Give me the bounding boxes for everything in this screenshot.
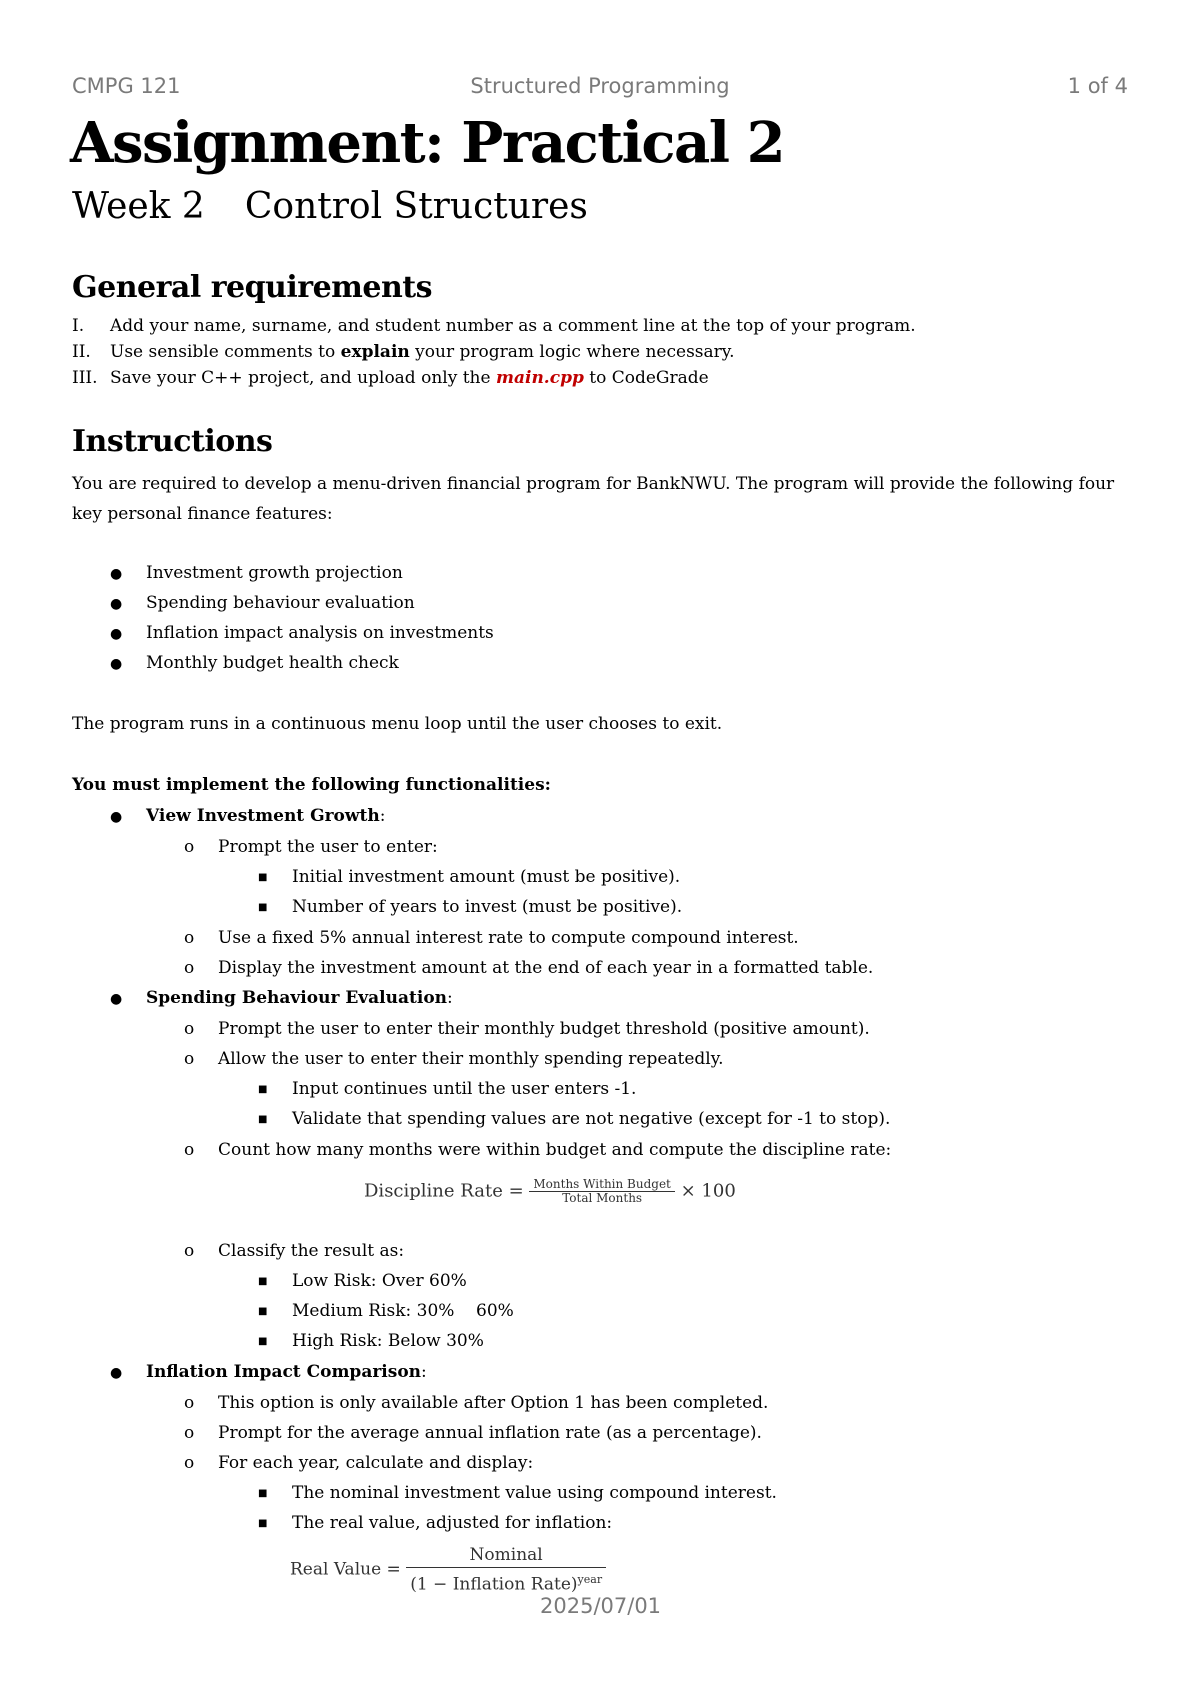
requirement-item-1 <box>72 313 1172 339</box>
item-text: Count how many months were within budget and compute the discipline rate: <box>218 1140 892 1160</box>
item-text: Validate that spending values are not negative (except for -1 to stop). <box>292 1109 891 1129</box>
circle-icon: o <box>184 1453 195 1473</box>
square-icon: ■ <box>258 1488 268 1499</box>
formula-rhs: × 100 <box>680 1180 736 1202</box>
risk-class-item <box>258 1298 514 1325</box>
spending-sub-item <box>258 1076 636 1103</box>
requirement-number: I. <box>72 316 85 336</box>
feature-text: Monthly budget health check <box>146 653 399 673</box>
inflation-each-year <box>184 1450 533 1476</box>
formula-fraction <box>529 1178 675 1205</box>
inflation-sub-item <box>258 1480 777 1507</box>
functionality-label: Inflation Impact Comparison <box>146 1362 422 1382</box>
square-icon: ■ <box>258 902 268 913</box>
functionality-label: View Investment Growth <box>146 806 380 826</box>
feature-item <box>110 620 494 647</box>
instructions-heading: Instructions <box>72 424 273 459</box>
requirement-text-post: your program logic where necessary. <box>409 342 735 362</box>
square-icon: ■ <box>258 1518 268 1529</box>
requirement-text-pre: Use sensible comments to <box>110 342 341 362</box>
must-implement-heading: You must implement the following functionalities: <box>72 775 551 795</box>
instructions-intro <box>72 469 1114 529</box>
discipline-rate-formula <box>364 1178 736 1205</box>
requirement-text: Add your name, surname, and student number as a comment line at the top of your program. <box>110 316 916 336</box>
item-text: Allow the user to enter their monthly spending repeatedly. <box>218 1049 724 1069</box>
instructions-intro-line-2: key personal finance features: <box>72 504 333 524</box>
page-title: Assignment: Practical 2 <box>70 110 785 176</box>
feature-item <box>110 650 399 677</box>
functionality-colon: : <box>421 1362 427 1382</box>
requirement-text-post: to CodeGrade <box>583 368 709 388</box>
formula-numerator: Nominal <box>406 1543 606 1568</box>
feature-item <box>110 560 403 587</box>
item-text: Initial investment amount (must be positive). <box>292 867 681 887</box>
bullet-icon: ● <box>110 1365 123 1381</box>
item-text: The nominal investment value using compound interest. <box>292 1483 777 1503</box>
investment-sub-item <box>258 894 682 921</box>
circle-icon: o <box>184 1393 195 1413</box>
formula-lhs: Discipline Rate = <box>364 1180 524 1202</box>
item-text: Medium Risk: 30% 60% <box>292 1301 514 1321</box>
subtitle-week: Week 2 <box>72 186 205 227</box>
formula-fraction <box>406 1543 606 1597</box>
footer-date: 2025/07/01 <box>540 1594 662 1618</box>
item-text: For each year, calculate and display: <box>218 1453 534 1473</box>
risk-class-item <box>258 1268 467 1295</box>
item-text: Prompt the user to enter their monthly budget threshold (positive amount). <box>218 1019 870 1039</box>
circle-icon: o <box>184 837 195 857</box>
square-icon: ■ <box>258 1114 268 1125</box>
inflation-availability <box>184 1390 768 1416</box>
functionality-colon: : <box>379 806 386 826</box>
subtitle-topic: Control Structures <box>244 186 588 227</box>
spending-sub-item <box>258 1106 890 1133</box>
formula-denominator: Total Months <box>562 1191 643 1205</box>
item-text: Classify the result as: <box>218 1241 405 1261</box>
item-text: Low Risk: Over 60% <box>292 1271 467 1291</box>
item-text: Input continues until the user enters -1. <box>292 1079 637 1099</box>
item-text: Number of years to invest (must be positive). <box>292 897 683 917</box>
page-subtitle <box>72 186 588 227</box>
functionality-colon: : <box>447 988 453 1008</box>
circle-icon: o <box>184 958 195 978</box>
functionality-inflation <box>110 1359 427 1386</box>
square-icon: ■ <box>258 1306 268 1317</box>
item-text: The real value, adjusted for inflation: <box>292 1513 613 1533</box>
circle-icon: o <box>184 1423 195 1443</box>
item-text: This option is only available after Option 1 has been completed. <box>218 1393 769 1413</box>
circle-icon: o <box>184 1241 195 1261</box>
header-page-indicator: 1 of 4 <box>1067 74 1128 98</box>
item-text: High Risk: Below 30% <box>292 1331 484 1351</box>
formula-lhs: Real Value = <box>290 1559 401 1580</box>
feature-text: Inflation impact analysis on investments <box>146 623 494 643</box>
requirement-item-2 <box>72 339 1172 365</box>
requirement-number: III. <box>72 368 98 388</box>
spending-repeat <box>184 1046 723 1072</box>
general-requirements-heading: General requirements <box>72 270 433 305</box>
bullet-icon: ● <box>110 656 123 672</box>
investment-sub-item <box>258 864 680 891</box>
bullet-icon: ● <box>110 626 123 642</box>
formula-denominator-wrap <box>406 1568 606 1597</box>
feature-text: Investment growth projection <box>146 563 403 583</box>
spending-threshold <box>184 1016 870 1042</box>
item-text: Use a fixed 5% annual interest rate to compute compound interest. <box>218 928 799 948</box>
circle-icon: o <box>184 1140 195 1160</box>
inflation-prompt <box>184 1420 762 1446</box>
square-icon: ■ <box>258 1276 268 1287</box>
functionality-spending <box>110 985 453 1012</box>
circle-icon: o <box>184 1049 195 1069</box>
investment-rate <box>184 925 799 951</box>
circle-icon: o <box>184 1019 195 1039</box>
requirement-filename: main.cpp <box>495 368 584 388</box>
bullet-icon: ● <box>110 596 123 612</box>
header-course-name: Structured Programming <box>470 74 730 98</box>
risk-class-item <box>258 1328 484 1355</box>
spending-classify <box>184 1238 404 1264</box>
functionality-investment <box>110 803 385 830</box>
inflation-sub-item <box>258 1510 612 1537</box>
square-icon: ■ <box>258 872 268 883</box>
formula-denominator: (1 − Inflation Rate) <box>410 1574 578 1595</box>
requirement-item-3 <box>72 365 1172 391</box>
bullet-icon: ● <box>110 991 123 1007</box>
square-icon: ■ <box>258 1084 268 1095</box>
investment-prompt <box>184 834 438 860</box>
requirement-text-pre: Save your C++ project, and upload only the <box>110 368 496 388</box>
feature-text: Spending behaviour evaluation <box>146 593 415 613</box>
formula-exponent: year <box>577 1573 603 1586</box>
bullet-icon: ● <box>110 566 123 582</box>
investment-display <box>184 955 873 981</box>
feature-item <box>110 590 415 617</box>
instructions-intro-line-1: You are required to develop a menu-driven financial program for BankNWU. The program will provide the following four <box>72 474 1115 494</box>
functionality-label: Spending Behaviour Evaluation <box>146 988 448 1008</box>
spending-count <box>184 1137 891 1163</box>
square-icon: ■ <box>258 1336 268 1347</box>
loop-note: The program runs in a continuous menu loop until the user chooses to exit. <box>72 714 723 734</box>
bullet-icon: ● <box>110 809 123 825</box>
item-text: Prompt for the average annual inflation rate (as a percentage). <box>218 1423 762 1443</box>
real-value-formula <box>290 1543 606 1597</box>
header-course-code: CMPG 121 <box>72 74 181 98</box>
item-text: Prompt the user to enter: <box>218 837 438 857</box>
circle-icon: o <box>184 928 195 948</box>
requirement-number: II. <box>72 342 91 362</box>
formula-numerator: Months Within Budget <box>529 1178 675 1192</box>
requirement-text-bold: explain <box>340 342 410 362</box>
item-text: Display the investment amount at the end of each year in a formatted table. <box>218 958 874 978</box>
